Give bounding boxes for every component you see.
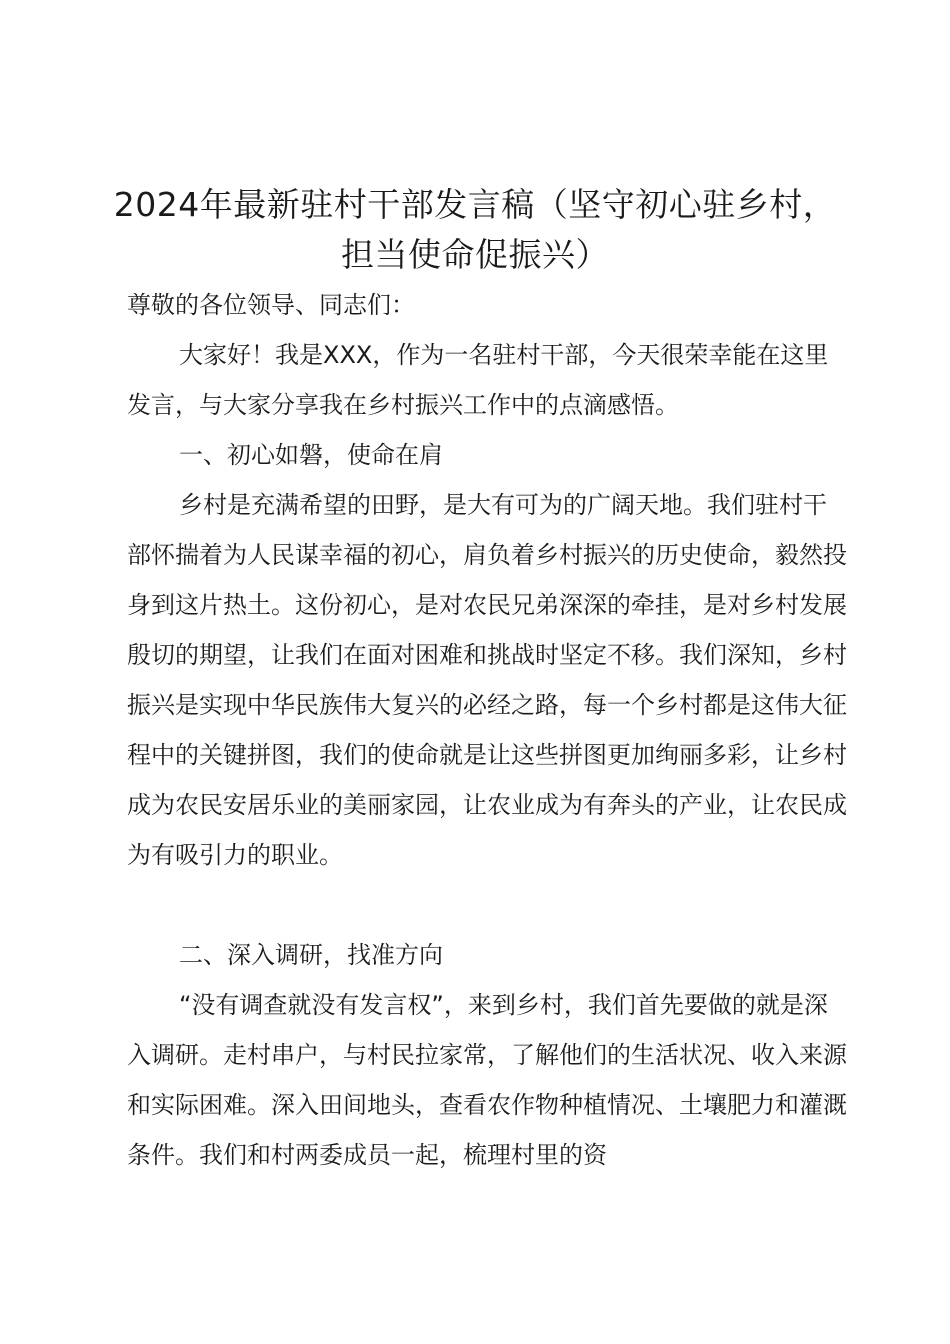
section-heading-2: 二、深入调研，找准方向 <box>179 941 443 969</box>
salutation: 尊敬的各位领导、同志们： <box>127 291 415 319</box>
document-title: 2024年最新驻村干部发言稿（坚守初心驻乡村，担当使命促振兴） <box>113 185 837 274</box>
paragraph-greeting: 大家好！我是XXX，作为一名驻村干部，今天很荣幸能在这里发言，与大家分享我在乡村振兴工作中的点滴感悟。 <box>127 341 829 419</box>
paragraph-section-1: 乡村是充满希望的田野，是大有可为的广阔天地。我们驻村干部怀揣着为人民谋幸福的初心，肩负着乡村振兴的历史使命，毅然投身到这片热土。这份初心，是对农民兄弟深深的牵挂，是对乡村发展殷切的期望，让我们在面对困难和挑战时坚定不移。我们深知，乡村振兴是实现中华民族伟大复兴的必经之路，每一个乡村都是这伟大征程中的关键拼图，我们的使命就是让这些拼图更加绚丽多彩，让乡村成为农民安居乐业的美丽家园，让农业成为有奔头的产业，让农民成为有吸引力的职业。 <box>127 491 847 869</box>
paragraph-section-2: “没有调查就没有发言权”，来到乡村，我们首先要做的就是深入调研。走村串户，与村民拉家常，了解他们的生活状况、收入来源和实际困难。深入田间地头，查看农作物种植情况、土壤肥力和灌溉条件。我们和村两委成员一起，梳理村里的资 <box>127 991 847 1169</box>
section-heading-1: 一、初心如磐，使命在肩 <box>179 441 443 469</box>
